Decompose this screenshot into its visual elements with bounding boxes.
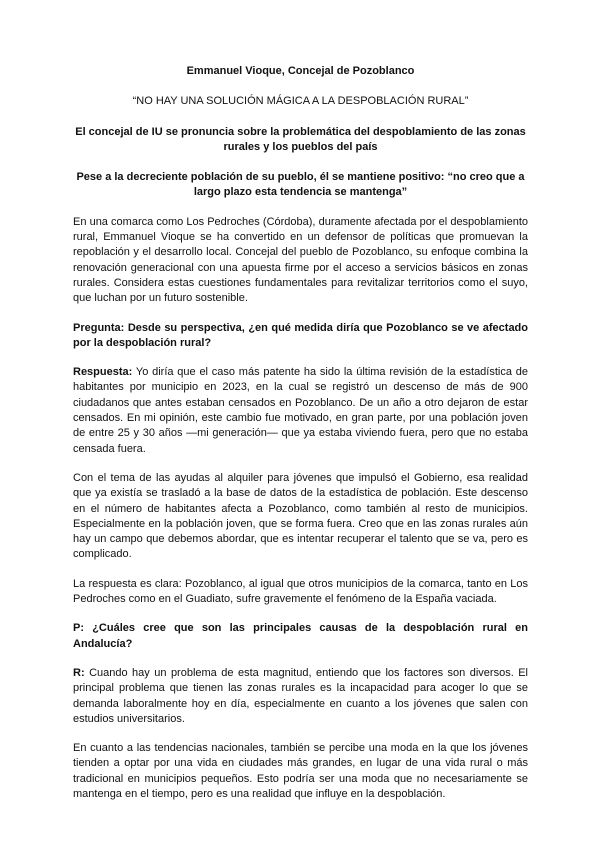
lead-quote: Pese a la decreciente población de su pueblo, él se mantiene positivo: “no creo que a largo plazo esta tendencia se mantenga” — [76, 171, 525, 199]
answer-2-paragraph — [73, 666, 528, 727]
answer-text: Yo diría que el caso más patente ha sido la última revisión de la estadística de habitantes por municipio en 2023, en la cual se registró un descenso de más de 900 ciudadanos que antes estaban censados en Pozoblanco. De un año a otro dejaron de estar censados. En mi opinión, este cambio fue motivado, en gran parte, por una población joven de entre 25 y 30 años —mi generación— que ya estaba viviendo fuera, pero que no estaba censada fuera. — [73, 366, 528, 455]
answer-label: R: — [73, 666, 85, 679]
answer-1-paragraph-2: Con el tema de las ayudas al alquiler para jóvenes que impulsó el Gobierno, esa realidad que ya existía se trasladó a la base de datos de la estadística de población. Este descenso en el número de habitantes afecta a Pozoblanco, como también al resto de municipios. Especialmente en la población joven, que se forma fuera. Creo que en las zonas rurales aún hay un campo que debemos abordar, que es intentar recuperar el talento que se va, pero es complicado. — [73, 471, 528, 561]
answer-2-paragraph-2: En cuanto a las tendencias nacionales, también se percibe una moda en la que los jóvenes tienden a optar por una vida en ciudades más grandes, en lugar de una vida rural o más tradicional en municipios pequeños. Esto podría ser una moda que no necesariamente se mantenga en el tiempo, pero es una realidad que influye en la despoblación. — [73, 742, 528, 800]
intro-paragraph: En una comarca como Los Pedroches (Córdoba), duramente afectada por el despoblamiento rural, Emmanuel Vioque se ha convertido en un defensor de políticas que promuevan la repoblación y el desarrollo local. Concejal del pueblo de Pozoblanco, su enfoque combina la renovación generacional con una apuesta firme por el acceso a servicios básicos en zonas rurales. Considera estas cuestiones fundamentales para revitalizar territorios como el suyo, que luchan por un futuro sostenible. — [73, 215, 528, 305]
question-1: Pregunta: Desde su perspectiva, ¿en qué medida diría que Pozoblanco se ve afectado por la despoblación rural? — [73, 321, 528, 349]
author-line: Emmanuel Vioque, Concejal de Pozoblanco — [186, 65, 415, 77]
article-body — [73, 64, 528, 816]
answer-1-paragraph — [73, 365, 528, 457]
answer-1-paragraph-3: La respuesta es clara: Pozoblanco, al igual que otros municipios de la comarca, tanto en Los Pedroches como en el Guadiato, sufre gravemente el fenómeno de la España vaciada. — [73, 577, 528, 606]
answer-text: Cuando hay un problema de esta magnitud, entiendo que los factores son diversos. El principal problema que tienen las zonas rurales es la incapacidad para acoger lo que se demanda laboralmente hoy en día, especialmente en cuanto a los jóvenes que salen con estudios universitarios. — [73, 666, 528, 725]
headline: “NO HAY UNA SOLUCIÓN MÁGICA A LA DESPOBLACIÓN RURAL” — [132, 95, 469, 108]
answer-label: Respuesta: — [73, 366, 133, 379]
subheadline: El concejal de IU se pronuncia sobre la problemática del despoblamiento de las zonas rurales y los pueblos del país — [75, 125, 526, 153]
question-2: P: ¿Cuáles cree que son las principales causas de la despoblación rural en Andalucía? — [73, 622, 528, 650]
